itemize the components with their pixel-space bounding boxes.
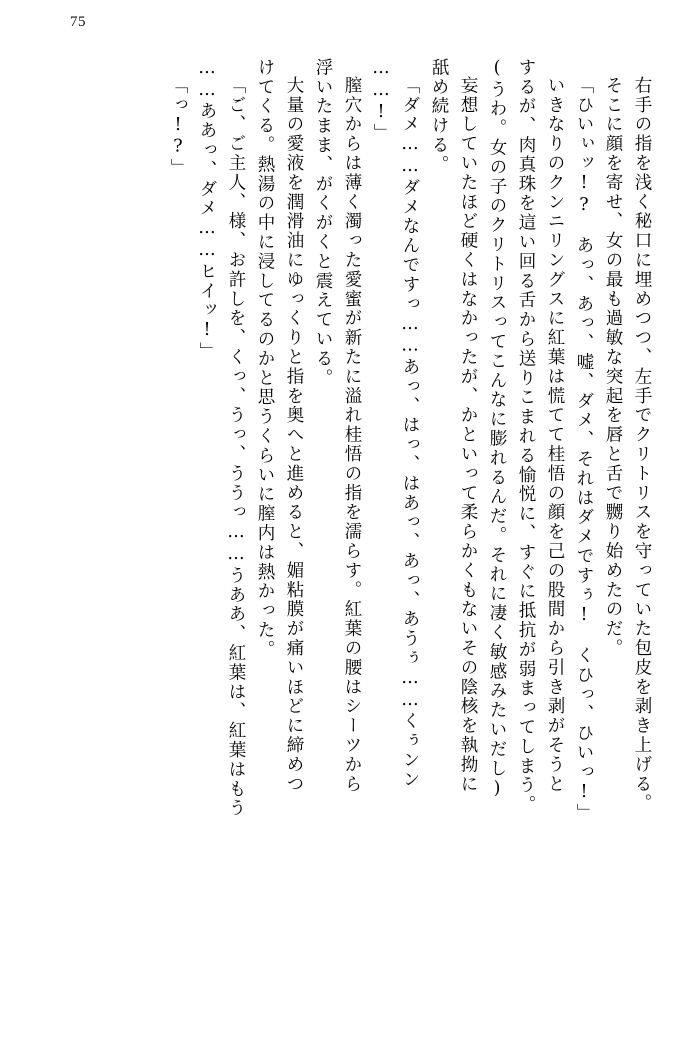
text-line: するが、肉真珠を這い回る舌から送りこまれる愉悦に、すぐに抵抗が弱まってしまう。 <box>516 58 536 815</box>
text-line: 膣穴からは薄く濁った愛蜜が新たに溢れ桂悟の指を濡らす。紅葉の腰はシーツから <box>342 76 362 794</box>
text-line: 浮いたまま、がくがくと震えている。 <box>313 58 333 388</box>
text-line: 「っ!?」 <box>168 76 188 178</box>
text-line: 「ひいぃッ!? あっ、あっ、嘘、ダメ、それはダメですぅ! くひっ、ひいっ!」 <box>574 76 594 824</box>
text-line: けてくる。熱湯の中に浸してるのかと思うくらいに膣内は熱かった。 <box>255 58 275 660</box>
text-line: そこに顔を寄せ、女の最も過敏な突起を唇と舌で嬲り始めたのだ。 <box>603 76 623 658</box>
text-line: 右手の指を浅く秘口に埋めつつ、左手でクリトリスを守っていた包皮を剥き上げる。 <box>632 76 652 814</box>
text-line: 舐め続ける。 <box>429 58 449 175</box>
text-line: (うわ。女の子のクリトリスってこんなに膨れるんだ。それに凄く敏感みたいだし) <box>487 58 507 801</box>
text-line: 「ダメ……ダメなんですっ……あっ、はっ、はあっ、あっ、あうぅ……くぅンン <box>400 76 420 790</box>
page-number: 75 <box>70 14 86 30</box>
text-line: いきなりのクンニリングスに紅葉は慌てて桂悟の顔を己の股間から引き剥がそうと <box>545 76 565 794</box>
text-line: 「ご、ご主人、様、お許しを、くっ、うっ、ううっ……うああ、紅葉は、紅葉はもう <box>226 76 246 819</box>
body-text-block <box>40 58 650 1018</box>
text-line: 妄想していたほど硬くはなかったが、かといって柔らかくもないその陰核を執拗に <box>458 76 478 794</box>
text-line: ……!」 <box>371 58 391 144</box>
text-line: 大量の愛液を潤滑油にゆっくりと指を奥へと進めると、媚粘膜が痛いほどに締めつ <box>284 76 304 794</box>
text-line: ……ああっ、ダメ……ヒイッ!」 <box>197 58 217 362</box>
